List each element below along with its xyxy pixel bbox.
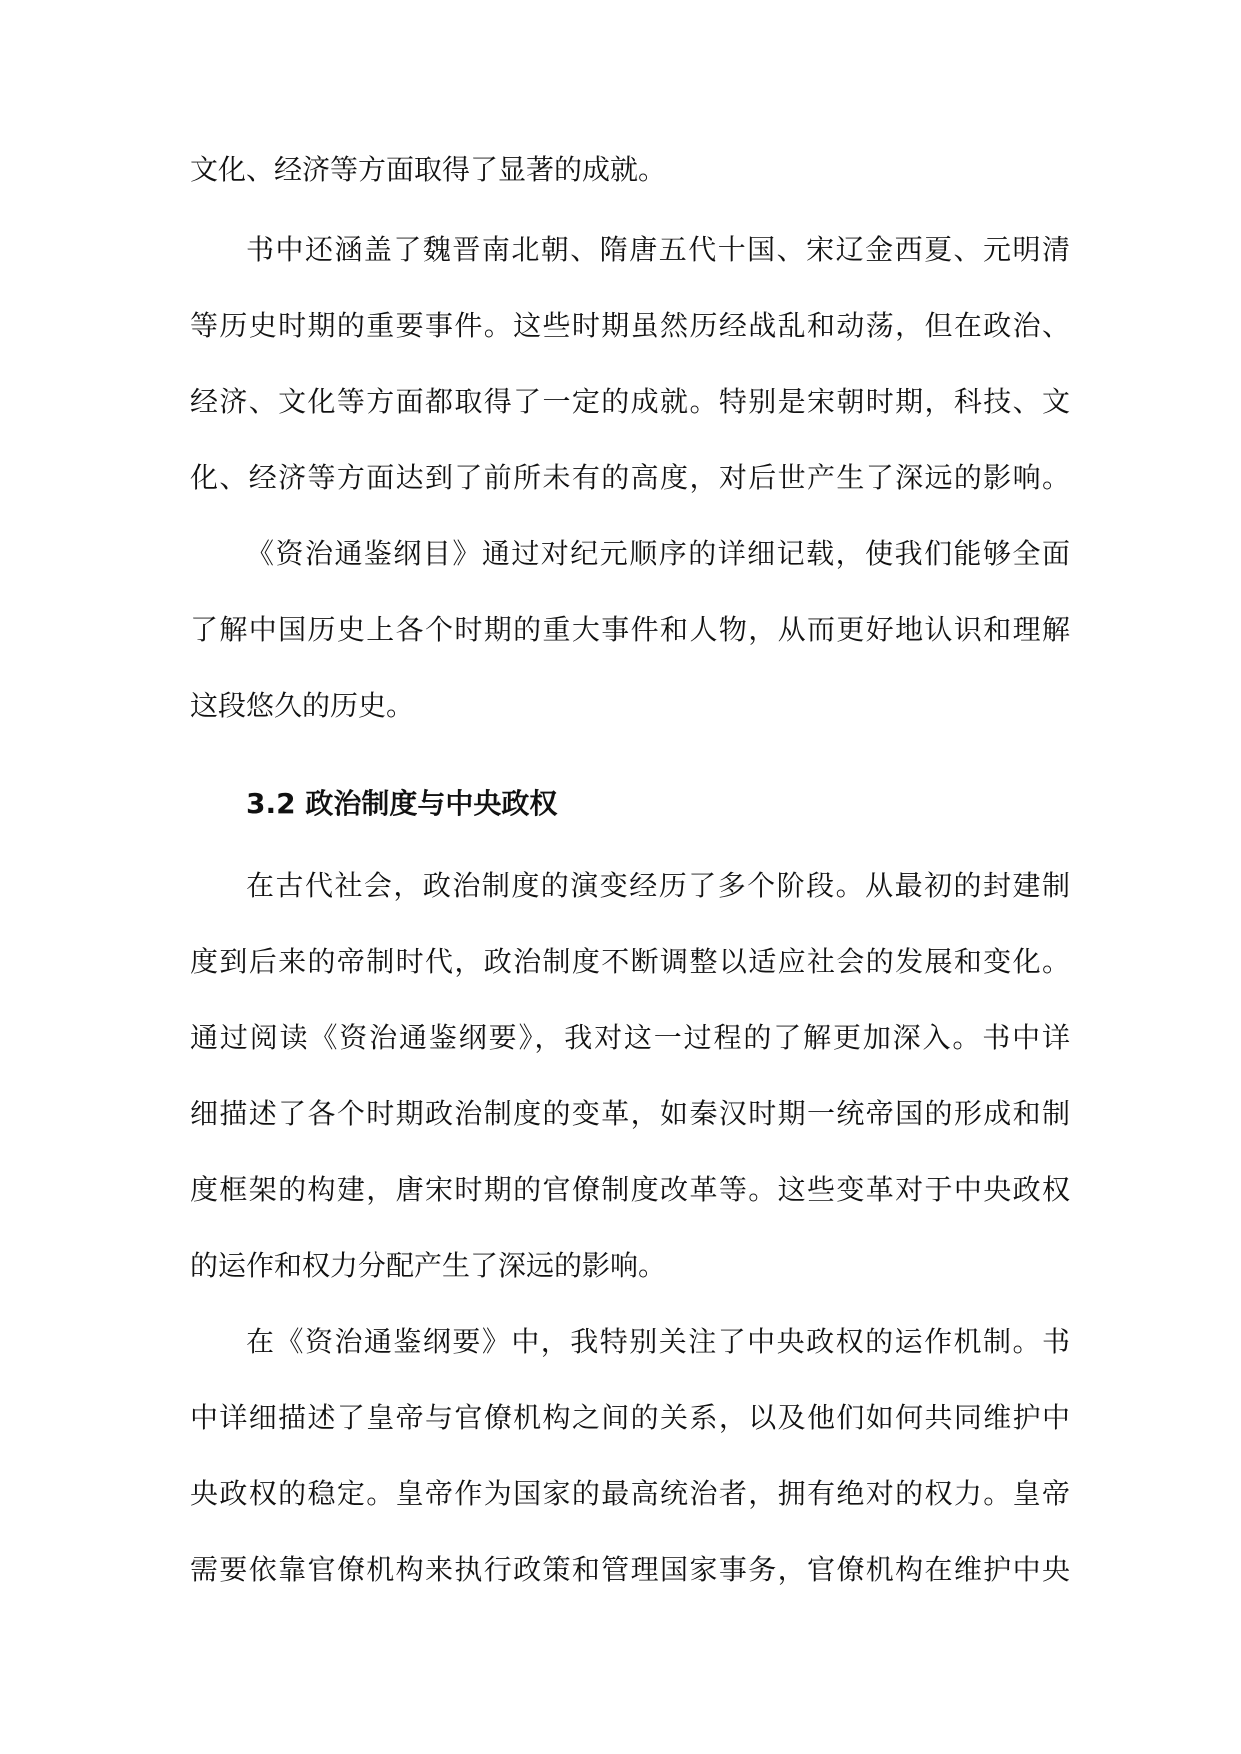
paragraph-line: 需要依靠官僚机构来执行政策和管理国家事务，官僚机构在维护中央 [190,1553,1070,1586]
paragraph-line: 这段悠久的历史。 [190,689,415,722]
paragraph-line: 经济、文化等方面都取得了一定的成就。特别是宋朝时期，科技、文 [190,385,1070,418]
paragraph-line: 书中还涵盖了魏晋南北朝、隋唐五代十国、宋辽金西夏、元明清 [246,233,1070,266]
paragraph-line: 度框架的构建，唐宋时期的官僚制度改革等。这些变革对于中央政权 [190,1173,1070,1206]
paragraph-line: 《资治通鉴纲目》通过对纪元顺序的详细记载，使我们能够全面 [246,537,1070,570]
paragraph-line: 细描述了各个时期政治制度的变革，如秦汉时期一统帝国的形成和制 [190,1097,1070,1130]
paragraph-line: 了解中国历史上各个时期的重大事件和人物，从而更好地认识和理解 [190,613,1070,646]
section-heading: 3.2 政治制度与中央政权 [246,787,558,820]
paragraph-line: 化、经济等方面达到了前所未有的高度，对后世产生了深远的影响。 [190,461,1070,494]
paragraph-line: 的运作和权力分配产生了深远的影响。 [190,1249,667,1282]
paragraph-line: 央政权的稳定。皇帝作为国家的最高统治者，拥有绝对的权力。皇帝 [190,1477,1070,1510]
paragraph-line: 文化、经济等方面取得了显著的成就。 [190,153,667,186]
paragraph-line: 通过阅读《资治通鉴纲要》，我对这一过程的了解更加深入。书中详 [190,1021,1070,1054]
paragraph-line: 中详细描述了皇帝与官僚机构之间的关系，以及他们如何共同维护中 [190,1401,1070,1434]
paragraph-line: 在《资治通鉴纲要》中，我特别关注了中央政权的运作机制。书 [246,1325,1070,1358]
paragraph-line: 等历史时期的重要事件。这些时期虽然历经战乱和动荡，但在政治、 [190,309,1070,342]
paragraph-line: 在古代社会，政治制度的演变经历了多个阶段。从最初的封建制 [246,869,1070,902]
paragraph-line: 度到后来的帝制时代，政治制度不断调整以适应社会的发展和变化。 [190,945,1070,978]
